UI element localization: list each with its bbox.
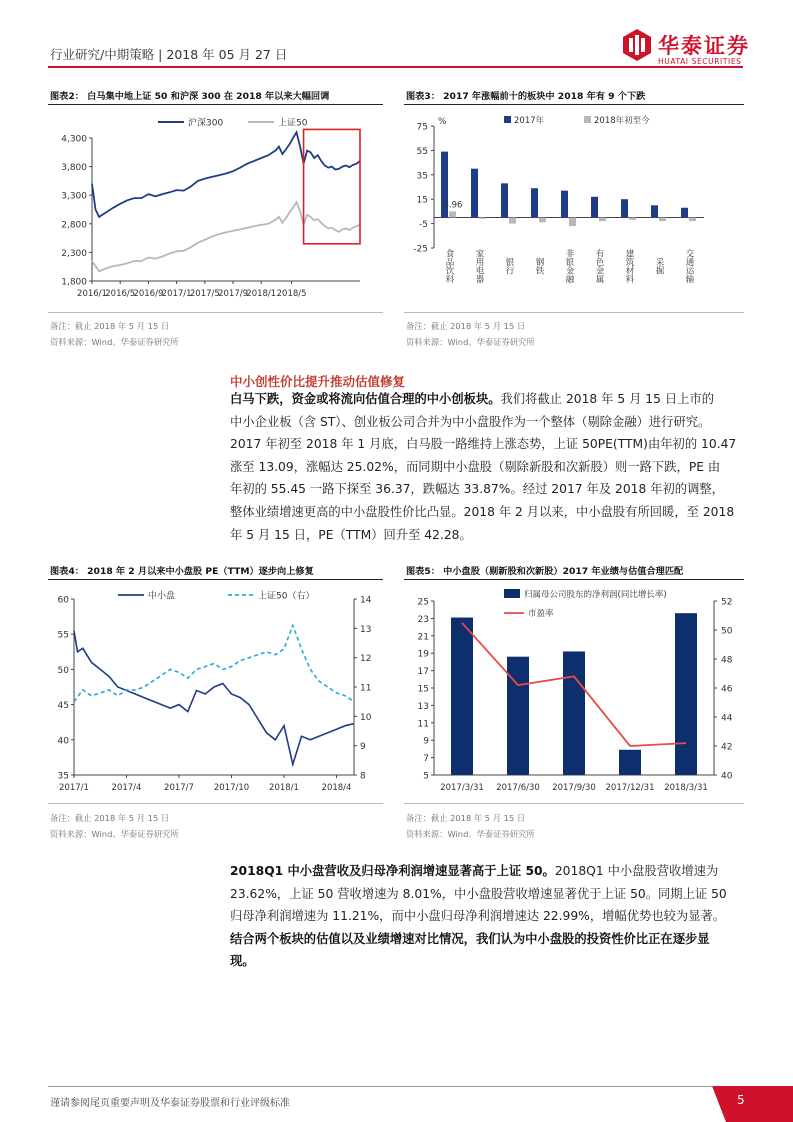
figure-5-rule [404, 579, 744, 580]
page-header: 行业研究/中期策略 | 2018 年 05 月 27 日 [50, 47, 288, 62]
smallcap-pe-line [74, 631, 354, 765]
x-category-label: 采掘 [654, 257, 664, 275]
y-tick-label: 75 [416, 122, 428, 133]
paragraph-2-line: 23.62%，上证 50 营收增速为 8.01%，中小盘股营收增速显著优于上证 50。同期上证 50 [230, 886, 727, 901]
legend-label: 2018年初至今 [594, 116, 650, 126]
x-tick-label: 2018/1 [246, 289, 277, 299]
y-tick-label-left: 19 [417, 649, 429, 660]
x-tick-label: 2016/1 [77, 289, 107, 299]
profit-growth-bar [563, 651, 585, 775]
bar-2017 [591, 197, 598, 218]
figure-5-chart [404, 583, 744, 803]
legend-swatch [504, 116, 511, 123]
figure-5-caption: 图表5： 中小盘股（剔新股和次新股）2017 年业绩与估值合理匹配 [406, 566, 684, 577]
bar-2017 [681, 208, 688, 218]
x-category-label: 有色金属 [594, 249, 604, 283]
y-tick-label: -25 [413, 244, 428, 255]
y-tick-label-right: 14 [360, 595, 372, 606]
legend-swatch [504, 589, 520, 598]
y-tick-label-right: 50 [721, 626, 733, 637]
figure-4-rule [48, 579, 383, 580]
y-tick-label-left: 35 [57, 771, 69, 782]
x-tick-label: 2017/1 [161, 289, 192, 299]
y-tick-label: 3,300 [61, 191, 87, 202]
bar-2018-ytd [599, 218, 606, 222]
section-subheading: 中小创性价比提升推动估值修复 [230, 374, 406, 389]
y-tick-label: 4,300 [61, 134, 87, 145]
profit-growth-bar [619, 750, 641, 775]
figure-4-note: 备注：截止 2018 年 5 月 15 日 [50, 813, 170, 823]
x-tick-label: 2017/6/30 [496, 783, 540, 793]
y-tick-label-right: 13 [360, 624, 372, 635]
legend-label: 沪深300 [188, 118, 224, 129]
bar-2018-ytd [539, 218, 546, 223]
x-category-label: 非银金融 [564, 249, 574, 283]
y-tick-label: 3,800 [61, 163, 87, 174]
x-tick-label: 2016/9 [133, 289, 164, 299]
x-tick-label: 2018/5 [276, 289, 307, 299]
paragraph-1-line: 整体业绩增速更高的中小盘股性价比凸显。2018 年 2 月以来，中小盘股有所回暖，至 2018 [230, 504, 735, 519]
y-tick-label-right: 48 [721, 655, 733, 666]
x-tick-label: 2018/3/31 [664, 783, 708, 793]
legend-label: 中小盘 [148, 591, 176, 602]
paragraph-1 [230, 388, 745, 546]
figure-2-source: 资料来源：Wind、华泰证券研究所 [50, 337, 179, 347]
paragraph-1-lead: 白马下跌，资金或将流向估值合理的中小创板块。 [230, 392, 501, 406]
x-category-label: 食品饮料 [444, 249, 454, 283]
paragraph-1-line: 2017 年初至 2018 年 1 月底，白马股一路维持上涨态势，上证 50PE(TTM)由年初的 10.47 [230, 437, 737, 452]
x-category-label: 家用电器 [474, 249, 484, 283]
x-tick-label: 2017/9/30 [552, 783, 596, 793]
paragraph-2 [230, 860, 745, 973]
figure-4-bottom-rule [48, 803, 383, 804]
figure-2-chart [48, 108, 383, 313]
y-tick-label-right: 10 [360, 712, 372, 723]
x-category-label: 建筑材料 [624, 249, 634, 283]
sz50-pe-line [74, 625, 354, 701]
y-tick-label-right: 52 [721, 597, 733, 608]
bar-2017 [651, 205, 658, 217]
bar-2017 [531, 188, 538, 217]
legend-label: 市盈率 [528, 609, 554, 619]
figure-3-note: 备注：截止 2018 年 5 月 15 日 [406, 321, 526, 331]
y-tick-label: 2,300 [61, 248, 87, 259]
x-tick-label: 2017/7 [164, 783, 194, 793]
y-tick-label-left: 40 [57, 736, 69, 747]
legend-swatch [584, 116, 591, 123]
x-tick-label: 2018/1 [269, 783, 299, 793]
sz50-series-line [92, 202, 360, 271]
figure-5-note: 备注：截止 2018 年 5 月 15 日 [406, 813, 526, 823]
y-tick-label-left: 7 [423, 754, 429, 765]
legend-label: 上证50 [278, 118, 308, 129]
bar-2018-ytd [659, 218, 666, 222]
figure-3-source: 资料来源：Wind、华泰证券研究所 [406, 337, 535, 347]
logo-text-en: HUATAI SECURITIES [658, 57, 742, 66]
y-tick-label: 2,800 [61, 220, 87, 231]
figure-4-caption: 图表4： 2018 年 2 月以来中小盘股 PE（TTM）逐步向上修复 [50, 566, 314, 577]
page-number: 5 [737, 1093, 745, 1107]
y-tick-label-left: 45 [57, 701, 69, 712]
paragraph-1-line: 年初的 55.45 一路下探至 36.37，跌幅达 33.87%。经过 2017 年及 2018 年初的调整， [230, 482, 724, 497]
data-label: 4.96 [443, 200, 463, 211]
x-tick-label: 2017/9 [218, 289, 249, 299]
figure-4-chart [48, 583, 383, 803]
x-tick-label: 2017/5 [189, 289, 220, 299]
y-tick-label-left: 50 [57, 665, 69, 676]
y-tick-label-right: 46 [721, 684, 733, 695]
paragraph-1-line: 涨至 13.09，涨幅达 25.02%，而同期中小盘股（剔除新股和次新股）则一路下跌，PE 由 [230, 459, 721, 474]
figure-3-chart [404, 108, 744, 313]
y-tick-label-left: 13 [417, 701, 429, 712]
y-tick-label-left: 5 [423, 771, 429, 782]
bar-2017 [471, 169, 478, 218]
paragraph-1-line: 中小企业板（含 ST）、创业板公司合并为中小盘股作为一个整体（剔除金融）进行研究。 [230, 414, 711, 429]
y-tick-label-right: 11 [360, 683, 372, 694]
y-tick-label-left: 60 [57, 595, 69, 606]
legend-label: 归属母公司股东的净利润(同比增长率) [524, 590, 667, 600]
y-tick-label: 55 [416, 146, 428, 157]
legend-label: 上证50（右） [258, 591, 315, 602]
x-tick-label: 2017/10 [213, 783, 250, 793]
page-number-badge [712, 1086, 793, 1122]
paragraph-2-lead: 2018Q1 中小盘营收及归母净利润增速显著高于上证 50。 [230, 864, 555, 878]
figure-5-source: 资料来源：Wind、华泰证券研究所 [406, 829, 535, 839]
y-tick-label-right: 44 [721, 713, 733, 724]
bar-2017 [501, 183, 508, 217]
y-tick-label-left: 21 [417, 632, 429, 643]
y-tick-label-left: 11 [417, 719, 429, 730]
logo-text-cn: 华泰证券 [658, 34, 750, 58]
y-tick-label-right: 9 [360, 742, 366, 753]
figure-3-caption: 图表3： 2017 年涨幅前十的板块中 2018 年有 9 个下跌 [406, 91, 646, 102]
y-tick-label-right: 42 [721, 742, 733, 753]
x-tick-label: 2017/1 [59, 783, 89, 793]
footer-disclaimer: 谨请参阅尾页重要声明及华泰证券股票和行业评级标准 [50, 1098, 290, 1109]
profit-growth-bar [507, 657, 529, 775]
x-tick-label: 2017/3/31 [440, 783, 484, 793]
bar-2017 [561, 191, 568, 218]
x-tick-label: 2017/12/31 [605, 783, 655, 793]
bar-2017 [621, 199, 628, 217]
paragraph-2-conclusion: 结合两个板块的估值以及业绩增速对比情况，我们认为中小盘股的投资性价比正在逐步显 [230, 931, 710, 946]
y-tick-label-left: 25 [417, 597, 429, 608]
figure-3-rule [404, 104, 744, 105]
x-category-label: 银行 [504, 257, 514, 275]
figure-2-note: 备注：截止 2018 年 5 月 15 日 [50, 321, 170, 331]
highlight-box [304, 129, 360, 243]
x-tick-label: 2018/4 [321, 783, 352, 793]
x-tick-label: 2017/4 [111, 783, 142, 793]
profit-growth-bar [675, 613, 697, 775]
y-tick-label-left: 23 [417, 614, 429, 625]
bar-2018-ytd [689, 218, 696, 222]
y-tick-label: 35 [416, 171, 428, 182]
y-tick-label-right: 40 [721, 771, 733, 782]
paragraph-1-line: 我们将截止 2018 年 5 月 15 日上市的 [500, 392, 715, 406]
y-tick-label: 15 [416, 195, 428, 206]
y-tick-label: -5 [419, 220, 428, 231]
bar-2018-ytd [629, 218, 636, 220]
y-tick-label-right: 8 [360, 771, 366, 782]
paragraph-1-line: 年 5 月 15 日，PE（TTM）回升至 42.28。 [230, 527, 472, 542]
bar-2018-ytd [449, 211, 456, 217]
figure-2-caption: 图表2： 白马集中地上证 50 和沪深 300 在 2018 年以来大幅回调 [50, 91, 330, 102]
bar-2018-ytd [509, 218, 516, 224]
profit-growth-bar [451, 618, 473, 775]
paragraph-2-conclusion: 现。 [230, 954, 255, 969]
paragraph-2-line: 2018Q1 中小盘股营收增速为 [554, 864, 719, 878]
x-category-label: 交通运输 [684, 249, 694, 283]
figure-3-bottom-rule [404, 312, 744, 313]
y-tick-label-left: 9 [423, 736, 429, 747]
header-rule [48, 66, 743, 68]
figure-2-rule [48, 104, 383, 105]
y-tick-label-left: 17 [417, 667, 429, 678]
legend-label: 2017年 [514, 116, 545, 126]
y-tick-label-left: 15 [417, 684, 429, 695]
hs300-series-line [92, 132, 360, 217]
x-category-label: 钢铁 [534, 257, 544, 275]
figure-5-bottom-rule [404, 803, 744, 804]
footer-rule [48, 1086, 712, 1087]
y-unit-label: % [438, 117, 447, 127]
y-tick-label: 1,800 [61, 277, 87, 288]
x-tick-label: 2016/5 [105, 289, 136, 299]
figure-4-source: 资料来源：Wind、华泰证券研究所 [50, 829, 179, 839]
y-tick-label-left: 55 [57, 630, 69, 641]
bar-2018-ytd [479, 218, 486, 219]
paragraph-2-line: 归母净利润增速为 11.21%，而中小盘归母净利润增速达 22.99%，增幅优势也较为显著。 [230, 909, 726, 924]
bar-2018-ytd [569, 218, 576, 227]
figure-2-bottom-rule [48, 312, 383, 313]
y-tick-label-right: 12 [360, 654, 372, 665]
huatai-logo-icon [622, 28, 652, 62]
